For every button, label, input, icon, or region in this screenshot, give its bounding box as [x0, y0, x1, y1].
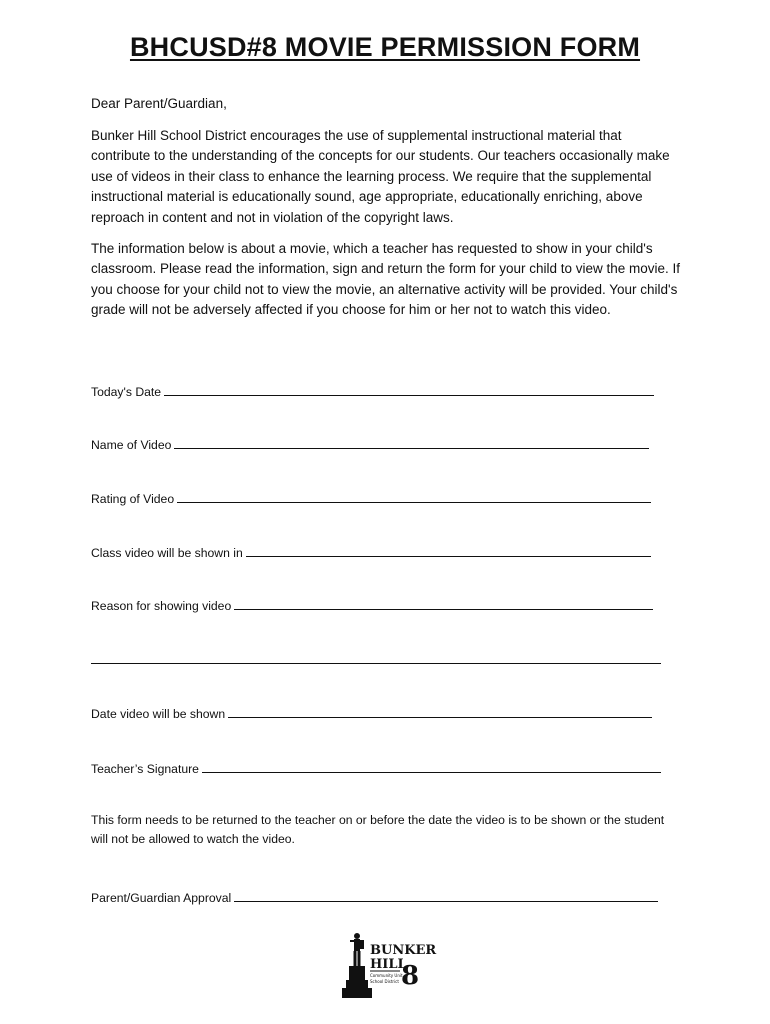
parent-approval-line[interactable]	[234, 889, 658, 902]
logo-number: 8	[401, 961, 420, 991]
video-name-label: Name of Video	[91, 438, 172, 452]
info-paragraph: The information below is about a movie, which a teacher has requested to show in your child's classroom. Please read the information, sign and return the form for your child to view the movie. If you choose for your child not to view the movie, an alternative activity will be provided. Your child's grade will not be adversely affected if you choose for him or her not to watch this video.	[91, 241, 681, 318]
reason-field[interactable]	[91, 597, 653, 613]
reason-continuation-field[interactable]	[91, 651, 661, 667]
todays-date-field[interactable]	[91, 383, 654, 399]
intro-paragraph: Bunker Hill School District encourages the use of supplemental instructional material that contribute to the understanding of the concepts for our students. Our teachers occasionally make use of videos in their class to enhance the learning process. We require that the supplemental instructional material is educationally sound, age appropriate, educationally enriching, above reproach in content and not in violation of the copyright laws.	[91, 128, 670, 225]
date-shown-label: Date video will be shown	[91, 707, 226, 721]
teacher-signature-line[interactable]	[202, 760, 661, 773]
video-rating-line[interactable]	[177, 490, 651, 503]
video-rating-label: Rating of Video	[91, 492, 175, 506]
todays-date-label: Today's Date	[91, 385, 162, 399]
teacher-signature-label: Teacher’s Signature	[91, 762, 199, 776]
reason-continuation-line[interactable]	[91, 651, 661, 664]
reason-line[interactable]	[234, 597, 653, 610]
parent-approval-label: Parent/Guardian Approval	[91, 891, 232, 905]
greeting: Dear Parent/Guardian,	[91, 96, 227, 111]
reason-label: Reason for showing video	[91, 599, 232, 613]
district-logo	[338, 930, 437, 1002]
teacher-signature-field[interactable]	[91, 760, 661, 776]
class-shown-field[interactable]	[91, 544, 651, 560]
class-shown-line[interactable]	[246, 544, 651, 557]
todays-date-line[interactable]	[164, 383, 654, 396]
date-shown-line[interactable]	[228, 705, 652, 718]
return-notice: This form needs to be returned to the teacher on or before the date the video is to be shown or the student will not be allowed to watch the video.	[91, 813, 665, 846]
logo-small-line2: School District	[370, 979, 399, 984]
statue-icon	[338, 930, 437, 1002]
date-shown-field[interactable]	[91, 705, 652, 721]
page-title: BHCUSD#8 MOVIE PERMISSION FORM	[129, 32, 641, 62]
logo-small-line1: Community Unit	[370, 973, 403, 978]
parent-approval-field[interactable]	[91, 889, 658, 905]
video-rating-field[interactable]	[91, 490, 651, 506]
video-name-line[interactable]	[174, 436, 649, 449]
class-shown-label: Class video will be shown in	[91, 546, 243, 560]
logo-word-bunker: BUNKER	[370, 943, 437, 958]
video-name-field[interactable]	[91, 436, 649, 452]
logo-word-hill: HILL	[370, 957, 407, 972]
